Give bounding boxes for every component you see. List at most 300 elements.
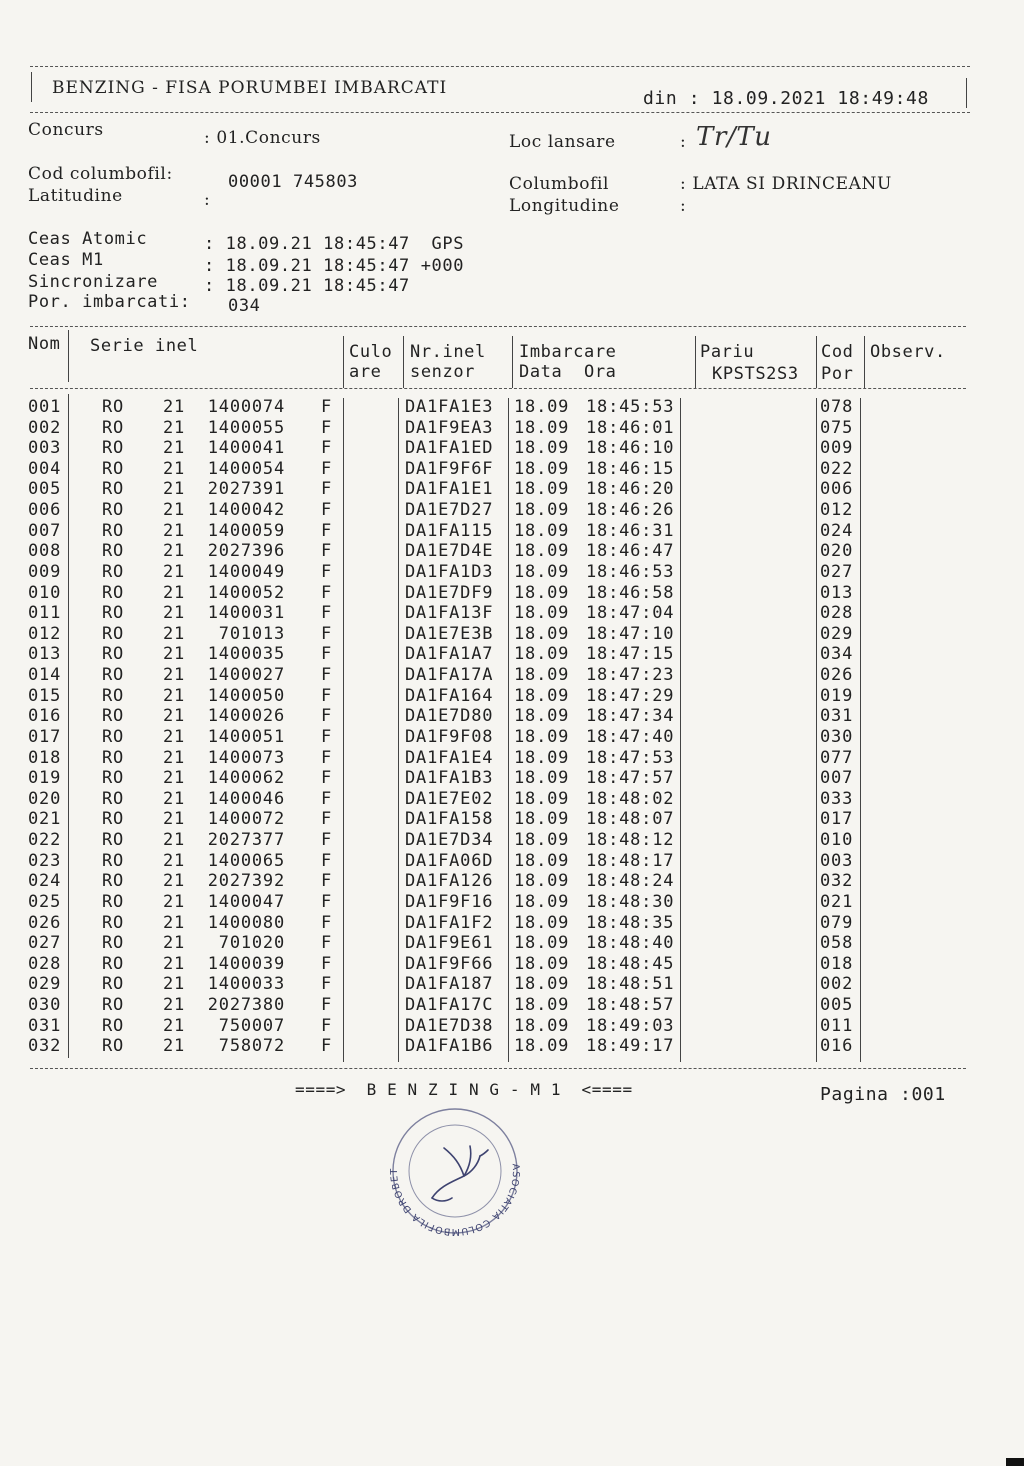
cell-data: 18.09 bbox=[514, 974, 570, 995]
cell-data: 18.09 bbox=[514, 1015, 570, 1036]
cell-nom: 012 bbox=[28, 623, 62, 644]
cell-sex: F bbox=[321, 788, 333, 809]
cell-sex: F bbox=[321, 850, 333, 871]
loc-lansare-colon: : bbox=[680, 132, 687, 152]
cell-tara: RO bbox=[102, 747, 125, 768]
cell-cod: 012 bbox=[820, 500, 854, 521]
cell-data: 18.09 bbox=[514, 788, 570, 809]
cell-an: 21 bbox=[163, 500, 186, 521]
cell-an: 21 bbox=[163, 582, 186, 603]
cell-senzor: DA1FA17C bbox=[405, 994, 494, 1015]
cell-ora: 18:48:40 bbox=[586, 933, 675, 954]
cell-tara: RO bbox=[102, 933, 125, 954]
cell-data: 18.09 bbox=[514, 397, 570, 417]
cell-cod: 018 bbox=[820, 953, 854, 974]
cell-nom: 001 bbox=[28, 397, 62, 417]
cell-senzor: DA1FA1B6 bbox=[405, 1036, 494, 1057]
cell-inel: 1400065 bbox=[207, 850, 285, 871]
cell-senzor: DA1E7E02 bbox=[405, 788, 494, 809]
cell-nom: 023 bbox=[28, 850, 62, 871]
col-pariu-kp: KPSTS2S3 bbox=[712, 364, 799, 384]
cell-nom: 015 bbox=[28, 685, 62, 706]
cell-ora: 18:47:04 bbox=[586, 603, 675, 624]
cell-sex: F bbox=[321, 520, 333, 541]
dove-icon bbox=[432, 1146, 488, 1201]
col-culoare-2: are bbox=[349, 362, 382, 382]
cell-ora: 18:46:31 bbox=[586, 520, 675, 541]
col-culoare-1: Culo bbox=[349, 342, 393, 362]
cell-data: 18.09 bbox=[514, 520, 570, 541]
header-right-border bbox=[966, 78, 967, 108]
cell-inel: 1400041 bbox=[207, 438, 285, 459]
cell-tara: RO bbox=[102, 623, 125, 644]
cell-nom: 019 bbox=[28, 768, 62, 789]
cell-an: 21 bbox=[163, 891, 186, 912]
cell-tara: RO bbox=[102, 438, 125, 459]
cell-sex: F bbox=[321, 438, 333, 459]
cell-nom: 003 bbox=[28, 438, 62, 459]
col-serie-inel: Serie inel bbox=[90, 336, 199, 356]
table-row bbox=[0, 624, 1024, 645]
cell-nom: 020 bbox=[28, 788, 62, 809]
cell-sex: F bbox=[321, 417, 333, 438]
cell-sex: F bbox=[321, 644, 333, 665]
cell-cod: 010 bbox=[820, 830, 854, 851]
col-divider bbox=[512, 336, 513, 388]
col-divider bbox=[816, 336, 817, 388]
cell-cod: 075 bbox=[820, 417, 854, 438]
cell-data: 18.09 bbox=[514, 850, 570, 871]
cell-data: 18.09 bbox=[514, 603, 570, 624]
cell-tara: RO bbox=[102, 994, 125, 1015]
cell-data: 18.09 bbox=[514, 809, 570, 830]
cell-senzor: DA1F9F08 bbox=[405, 726, 494, 747]
cell-data: 18.09 bbox=[514, 953, 570, 974]
cell-sex: F bbox=[321, 500, 333, 521]
cell-nom: 005 bbox=[28, 479, 62, 500]
cell-cod: 017 bbox=[820, 809, 854, 830]
cell-tara: RO bbox=[102, 788, 125, 809]
cell-senzor: DA1FA17A bbox=[405, 665, 494, 686]
table-row bbox=[0, 871, 1024, 892]
cell-nom: 007 bbox=[28, 520, 62, 541]
ceas-m1-label: Ceas M1 bbox=[28, 250, 104, 270]
cell-data: 18.09 bbox=[514, 830, 570, 851]
cell-tara: RO bbox=[102, 541, 125, 562]
cell-senzor: DA1FA1B3 bbox=[405, 768, 494, 789]
cell-ora: 18:47:34 bbox=[586, 706, 675, 727]
cell-ora: 18:48:17 bbox=[586, 850, 675, 871]
cell-an: 21 bbox=[163, 397, 186, 417]
por-imbarcati-label: Por. imbarcati: bbox=[28, 292, 191, 312]
concurs-value: : 01.Concurs bbox=[204, 128, 321, 148]
cell-nom: 017 bbox=[28, 726, 62, 747]
cell-data: 18.09 bbox=[514, 1036, 570, 1057]
cell-an: 21 bbox=[163, 1036, 186, 1057]
cell-an: 21 bbox=[163, 912, 186, 933]
cell-ora: 18:47:53 bbox=[586, 747, 675, 768]
cell-an: 21 bbox=[163, 994, 186, 1015]
cell-cod: 031 bbox=[820, 706, 854, 727]
cell-nom: 009 bbox=[28, 561, 62, 582]
table-row bbox=[0, 541, 1024, 562]
cell-sex: F bbox=[321, 479, 333, 500]
cell-an: 21 bbox=[163, 458, 186, 479]
cell-cod: 027 bbox=[820, 561, 854, 582]
table-row bbox=[0, 995, 1024, 1016]
cell-data: 18.09 bbox=[514, 417, 570, 438]
cell-inel: 1400052 bbox=[207, 582, 285, 603]
table-row bbox=[0, 1036, 1024, 1057]
table-row bbox=[0, 644, 1024, 665]
cell-inel: 2027396 bbox=[207, 541, 285, 562]
cell-sex: F bbox=[321, 912, 333, 933]
cell-an: 21 bbox=[163, 623, 186, 644]
cell-tara: RO bbox=[102, 953, 125, 974]
table-row bbox=[0, 521, 1024, 542]
cell-sex: F bbox=[321, 871, 333, 892]
cell-senzor: DA1FA1E1 bbox=[405, 479, 494, 500]
cell-cod: 011 bbox=[820, 1015, 854, 1036]
cell-senzor: DA1FA126 bbox=[405, 871, 494, 892]
cell-nom: 004 bbox=[28, 458, 62, 479]
longitudine-label: Longitudine bbox=[509, 196, 620, 216]
cell-senzor: DA1FA1D3 bbox=[405, 561, 494, 582]
table-row bbox=[0, 562, 1024, 583]
cell-data: 18.09 bbox=[514, 582, 570, 603]
table-row bbox=[0, 954, 1024, 975]
table-row bbox=[0, 438, 1024, 459]
cell-ora: 18:48:02 bbox=[586, 788, 675, 809]
cell-an: 21 bbox=[163, 953, 186, 974]
cell-nom: 028 bbox=[28, 953, 62, 974]
cell-ora: 18:48:24 bbox=[586, 871, 675, 892]
cell-cod: 030 bbox=[820, 726, 854, 747]
cell-senzor: DA1F9F16 bbox=[405, 891, 494, 912]
cell-data: 18.09 bbox=[514, 623, 570, 644]
cell-tara: RO bbox=[102, 582, 125, 603]
cell-cod: 028 bbox=[820, 603, 854, 624]
cell-nom: 021 bbox=[28, 809, 62, 830]
table-row bbox=[0, 851, 1024, 872]
cell-cod: 007 bbox=[820, 768, 854, 789]
cell-tara: RO bbox=[102, 706, 125, 727]
cell-tara: RO bbox=[102, 520, 125, 541]
cell-cod: 006 bbox=[820, 479, 854, 500]
cell-nom: 026 bbox=[28, 912, 62, 933]
cell-an: 21 bbox=[163, 520, 186, 541]
cell-inel: 1400050 bbox=[207, 685, 285, 706]
cell-nom: 024 bbox=[28, 871, 62, 892]
cell-inel: 701020 bbox=[218, 933, 285, 954]
cell-senzor: DA1FA187 bbox=[405, 974, 494, 995]
document-title: BENZING - FISA PORUMBEI IMBARCATI bbox=[52, 78, 448, 98]
col-cod: Cod bbox=[821, 342, 854, 362]
cell-cod: 029 bbox=[820, 623, 854, 644]
cell-data: 18.09 bbox=[514, 500, 570, 521]
cell-data: 18.09 bbox=[514, 644, 570, 665]
cell-sex: F bbox=[321, 726, 333, 747]
cell-cod: 034 bbox=[820, 644, 854, 665]
col-por: Por bbox=[821, 364, 854, 384]
table-row bbox=[0, 892, 1024, 913]
footer-banner: ====> B E N Z I N G - M 1 <==== bbox=[295, 1080, 633, 1099]
table-row bbox=[0, 459, 1024, 480]
table-bottom-rule bbox=[30, 1068, 966, 1069]
cell-inel: 1400042 bbox=[207, 500, 285, 521]
table-header-rule bbox=[30, 388, 966, 389]
col-divider bbox=[695, 336, 696, 388]
cell-data: 18.09 bbox=[514, 726, 570, 747]
cell-cod: 079 bbox=[820, 912, 854, 933]
cell-tara: RO bbox=[102, 871, 125, 892]
cell-tara: RO bbox=[102, 458, 125, 479]
table-row bbox=[0, 500, 1024, 521]
table-row bbox=[0, 479, 1024, 500]
cell-data: 18.09 bbox=[514, 665, 570, 686]
cell-nom: 022 bbox=[28, 830, 62, 851]
cell-sex: F bbox=[321, 974, 333, 995]
cell-senzor: DA1E7D80 bbox=[405, 706, 494, 727]
cell-senzor: DA1FA1E3 bbox=[405, 397, 494, 417]
cell-ora: 18:46:10 bbox=[586, 438, 675, 459]
cell-ora: 18:46:53 bbox=[586, 561, 675, 582]
ceas-atomic-label: Ceas Atomic bbox=[28, 229, 148, 249]
cell-senzor: DA1F9E61 bbox=[405, 933, 494, 954]
cell-cod: 005 bbox=[820, 994, 854, 1015]
col-divider bbox=[68, 330, 69, 382]
cell-inel: 1400031 bbox=[207, 603, 285, 624]
cell-senzor: DA1FA164 bbox=[405, 685, 494, 706]
cell-senzor: DA1FA1A7 bbox=[405, 644, 494, 665]
cell-nom: 016 bbox=[28, 706, 62, 727]
cell-senzor: DA1F9F66 bbox=[405, 953, 494, 974]
stamp-graphic bbox=[380, 1106, 530, 1236]
col-data-ora: Data Ora bbox=[519, 362, 617, 382]
cell-senzor: DA1FA1E4 bbox=[405, 747, 494, 768]
page-number: Pagina :001 bbox=[820, 1084, 946, 1105]
cell-cod: 009 bbox=[820, 438, 854, 459]
cell-inel: 1400026 bbox=[207, 706, 285, 727]
cell-senzor: DA1FA1ED bbox=[405, 438, 494, 459]
cell-tara: RO bbox=[102, 830, 125, 851]
col-senzor: senzor bbox=[410, 362, 476, 382]
cell-sex: F bbox=[321, 603, 333, 624]
cell-cod: 019 bbox=[820, 685, 854, 706]
cell-inel: 1400051 bbox=[207, 726, 285, 747]
header-bottom-rule bbox=[30, 112, 970, 113]
cell-inel: 1400033 bbox=[207, 974, 285, 995]
cell-sex: F bbox=[321, 994, 333, 1015]
cell-tara: RO bbox=[102, 1036, 125, 1057]
table-row bbox=[0, 748, 1024, 769]
cell-nom: 008 bbox=[28, 541, 62, 562]
cell-senzor: DA1FA06D bbox=[405, 850, 494, 871]
cell-cod: 058 bbox=[820, 933, 854, 954]
cell-sex: F bbox=[321, 706, 333, 727]
sincronizare-label: Sincronizare bbox=[28, 272, 159, 292]
cell-ora: 18:47:29 bbox=[586, 685, 675, 706]
cell-sex: F bbox=[321, 809, 333, 830]
cell-an: 21 bbox=[163, 665, 186, 686]
table-row bbox=[0, 727, 1024, 748]
col-pariu: Pariu bbox=[700, 342, 755, 362]
cell-an: 21 bbox=[163, 644, 186, 665]
cell-cod: 020 bbox=[820, 541, 854, 562]
cell-tara: RO bbox=[102, 809, 125, 830]
col-divider bbox=[864, 336, 865, 388]
cell-an: 21 bbox=[163, 417, 186, 438]
cell-nom: 032 bbox=[28, 1036, 62, 1057]
cell-cod: 026 bbox=[820, 665, 854, 686]
cell-an: 21 bbox=[163, 768, 186, 789]
cell-sex: F bbox=[321, 685, 333, 706]
cell-an: 21 bbox=[163, 830, 186, 851]
cell-tara: RO bbox=[102, 417, 125, 438]
table-row bbox=[0, 603, 1024, 624]
loc-lansare-label: Loc lansare bbox=[509, 132, 616, 152]
cell-data: 18.09 bbox=[514, 685, 570, 706]
table-row bbox=[0, 974, 1024, 995]
col-imbarcare: Imbarcare bbox=[519, 342, 617, 362]
cell-senzor: DA1E7D27 bbox=[405, 500, 494, 521]
sincronizare-value: : 18.09.21 18:45:47 bbox=[204, 276, 410, 296]
ceas-atomic-value: : 18.09.21 18:45:47 GPS bbox=[204, 234, 465, 254]
cell-nom: 002 bbox=[28, 417, 62, 438]
cell-ora: 18:49:03 bbox=[586, 1015, 675, 1036]
cell-cod: 033 bbox=[820, 788, 854, 809]
cell-tara: RO bbox=[102, 685, 125, 706]
table-top-rule bbox=[30, 326, 966, 327]
col-observ: Observ. bbox=[870, 342, 946, 362]
cell-inel: 1400047 bbox=[207, 891, 285, 912]
table-row bbox=[0, 1016, 1024, 1037]
cell-inel: 1400054 bbox=[207, 458, 285, 479]
cell-cod: 022 bbox=[820, 458, 854, 479]
cell-sex: F bbox=[321, 541, 333, 562]
cell-cod: 077 bbox=[820, 747, 854, 768]
concurs-label: Concurs bbox=[28, 120, 104, 140]
cell-ora: 18:47:10 bbox=[586, 623, 675, 644]
cell-inel: 1400072 bbox=[207, 809, 285, 830]
col-nr-inel: Nr.inel bbox=[410, 342, 486, 362]
cell-senzor: DA1FA115 bbox=[405, 520, 494, 541]
cell-ora: 18:46:26 bbox=[586, 500, 675, 521]
cell-nom: 014 bbox=[28, 665, 62, 686]
cell-sex: F bbox=[321, 623, 333, 644]
cell-ora: 18:46:15 bbox=[586, 458, 675, 479]
cell-nom: 006 bbox=[28, 500, 62, 521]
cell-an: 21 bbox=[163, 706, 186, 727]
table-row bbox=[0, 789, 1024, 810]
cell-data: 18.09 bbox=[514, 458, 570, 479]
cell-sex: F bbox=[321, 458, 333, 479]
table-row bbox=[0, 768, 1024, 789]
cell-an: 21 bbox=[163, 603, 186, 624]
table-row bbox=[0, 665, 1024, 686]
cell-tara: RO bbox=[102, 850, 125, 871]
club-stamp bbox=[380, 1106, 530, 1236]
cell-nom: 025 bbox=[28, 891, 62, 912]
stamp-text: ASOCIATIA COLUMBOFILA DROBET bbox=[388, 1163, 522, 1236]
cod-columbofil-label: Cod columbofil: bbox=[28, 164, 173, 184]
cell-nom: 018 bbox=[28, 747, 62, 768]
document-date: din : 18.09.2021 18:49:48 bbox=[643, 88, 929, 109]
cell-inel: 2027391 bbox=[207, 479, 285, 500]
cell-tara: RO bbox=[102, 561, 125, 582]
cell-inel: 2027377 bbox=[207, 830, 285, 851]
cell-ora: 18:49:17 bbox=[586, 1036, 675, 1057]
cell-nom: 029 bbox=[28, 974, 62, 995]
cell-sex: F bbox=[321, 397, 333, 417]
cell-data: 18.09 bbox=[514, 891, 570, 912]
cell-data: 18.09 bbox=[514, 561, 570, 582]
cell-an: 21 bbox=[163, 1015, 186, 1036]
header-left-border bbox=[31, 72, 32, 102]
cell-nom: 030 bbox=[28, 994, 62, 1015]
cell-tara: RO bbox=[102, 1015, 125, 1036]
cell-ora: 18:48:51 bbox=[586, 974, 675, 995]
cell-tara: RO bbox=[102, 603, 125, 624]
cell-ora: 18:47:40 bbox=[586, 726, 675, 747]
cell-ora: 18:46:58 bbox=[586, 582, 675, 603]
cell-ora: 18:48:35 bbox=[586, 912, 675, 933]
cell-data: 18.09 bbox=[514, 912, 570, 933]
cell-nom: 010 bbox=[28, 582, 62, 603]
cell-cod: 021 bbox=[820, 891, 854, 912]
col-nom: Nom bbox=[28, 334, 61, 354]
cell-data: 18.09 bbox=[514, 479, 570, 500]
cell-an: 21 bbox=[163, 788, 186, 809]
col-divider bbox=[343, 336, 344, 388]
table-row bbox=[0, 933, 1024, 954]
cell-senzor: DA1F9F6F bbox=[405, 458, 494, 479]
cell-cod: 078 bbox=[820, 397, 854, 417]
table-row bbox=[0, 397, 1024, 418]
cell-tara: RO bbox=[102, 500, 125, 521]
cell-sex: F bbox=[321, 953, 333, 974]
cell-tara: RO bbox=[102, 891, 125, 912]
cell-senzor: DA1E7DF9 bbox=[405, 582, 494, 603]
cell-ora: 18:48:57 bbox=[586, 994, 675, 1015]
cell-senzor: DA1E7D38 bbox=[405, 1015, 494, 1036]
cell-sex: F bbox=[321, 582, 333, 603]
cell-ora: 18:46:20 bbox=[586, 479, 675, 500]
cell-data: 18.09 bbox=[514, 438, 570, 459]
table-row bbox=[0, 830, 1024, 851]
cell-data: 18.09 bbox=[514, 933, 570, 954]
table-row bbox=[0, 913, 1024, 934]
cell-data: 18.09 bbox=[514, 871, 570, 892]
cell-inel: 1400073 bbox=[207, 747, 285, 768]
cell-inel: 1400039 bbox=[207, 953, 285, 974]
cell-ora: 18:46:47 bbox=[586, 541, 675, 562]
cell-sex: F bbox=[321, 1015, 333, 1036]
cell-cod: 016 bbox=[820, 1036, 854, 1057]
cell-sex: F bbox=[321, 891, 333, 912]
cell-senzor: DA1FA158 bbox=[405, 809, 494, 830]
cell-tara: RO bbox=[102, 665, 125, 686]
cell-an: 21 bbox=[163, 850, 186, 871]
cell-ora: 18:48:07 bbox=[586, 809, 675, 830]
columbofil-label: Columbofil bbox=[509, 174, 610, 194]
cell-inel: 1400062 bbox=[207, 768, 285, 789]
cell-ora: 18:46:01 bbox=[586, 417, 675, 438]
cell-sex: F bbox=[321, 768, 333, 789]
cell-tara: RO bbox=[102, 397, 125, 417]
cell-data: 18.09 bbox=[514, 768, 570, 789]
columbofil-value: : LATA SI DRINCEANU bbox=[680, 174, 892, 194]
